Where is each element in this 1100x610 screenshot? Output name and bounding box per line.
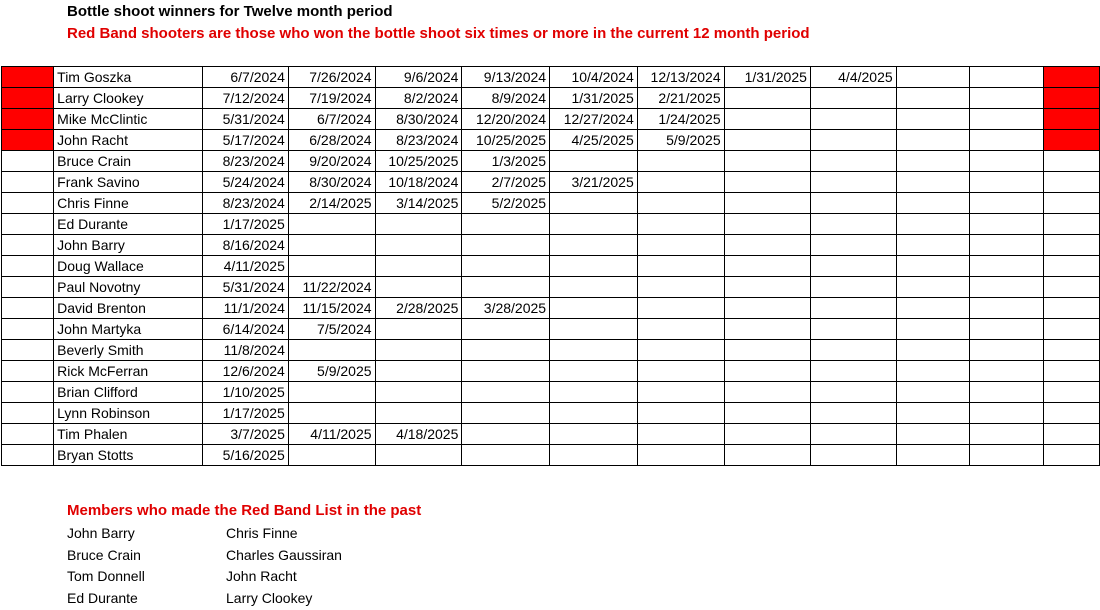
- win-date-cell: 3/28/2025: [462, 298, 550, 319]
- win-date-cell: [970, 193, 1044, 214]
- win-date-cell: 11/8/2024: [203, 340, 288, 361]
- win-date-cell: 6/7/2024: [288, 109, 375, 130]
- red-band-marker-right: [1043, 403, 1099, 424]
- win-date-cell: [724, 340, 810, 361]
- win-date-cell: [810, 172, 896, 193]
- win-date-cell: [462, 340, 550, 361]
- red-band-marker-left: [2, 298, 54, 319]
- win-date-cell: 5/2/2025: [462, 193, 550, 214]
- win-date-cell: [810, 109, 896, 130]
- win-date-cell: [637, 193, 724, 214]
- red-band-marker-left: [2, 214, 54, 235]
- winner-name: Ed Durante: [54, 214, 203, 235]
- win-date-cell: [970, 109, 1044, 130]
- table-row: [2, 298, 1100, 319]
- win-date-cell: [550, 319, 638, 340]
- win-date-cell: [637, 445, 724, 466]
- table-row: [2, 67, 1100, 88]
- winners-table-body: [2, 67, 1100, 466]
- win-date-cell: [375, 235, 462, 256]
- win-date-cell: 7/26/2024: [288, 67, 375, 88]
- red-band-marker-left: [2, 172, 54, 193]
- red-band-marker-left: [2, 235, 54, 256]
- win-date-cell: [288, 256, 375, 277]
- win-date-cell: 4/4/2025: [810, 67, 896, 88]
- win-date-cell: [970, 88, 1044, 109]
- win-date-cell: [896, 319, 970, 340]
- table-row: [2, 151, 1100, 172]
- win-date-cell: [637, 382, 724, 403]
- table-row: [2, 130, 1100, 151]
- past-member: John Racht: [226, 568, 297, 585]
- win-date-cell: [970, 235, 1044, 256]
- win-date-cell: [462, 403, 550, 424]
- win-date-cell: [970, 382, 1044, 403]
- red-band-marker-right: [1043, 67, 1099, 88]
- red-band-marker-right: [1043, 319, 1099, 340]
- win-date-cell: [724, 445, 810, 466]
- win-date-cell: 5/31/2024: [203, 109, 288, 130]
- past-member: Chris Finne: [226, 525, 298, 541]
- win-date-cell: 1/10/2025: [203, 382, 288, 403]
- win-date-cell: [970, 172, 1044, 193]
- win-date-cell: [550, 235, 638, 256]
- red-band-marker-left: [2, 445, 54, 466]
- win-date-cell: 5/17/2024: [203, 130, 288, 151]
- winner-name: John Racht: [54, 130, 203, 151]
- past-member: John Barry: [67, 525, 135, 541]
- red-band-marker-right: [1043, 151, 1099, 172]
- red-band-marker-right: [1043, 172, 1099, 193]
- red-band-marker-left: [2, 382, 54, 403]
- win-date-cell: [970, 130, 1044, 151]
- win-date-cell: 7/5/2024: [288, 319, 375, 340]
- win-date-cell: [896, 256, 970, 277]
- win-date-cell: [724, 172, 810, 193]
- win-date-cell: [970, 361, 1044, 382]
- win-date-cell: 8/30/2024: [375, 109, 462, 130]
- win-date-cell: [375, 256, 462, 277]
- win-date-cell: [724, 214, 810, 235]
- red-band-marker-right: [1043, 340, 1099, 361]
- win-date-cell: [724, 319, 810, 340]
- win-date-cell: [896, 130, 970, 151]
- win-date-cell: 3/14/2025: [375, 193, 462, 214]
- win-date-cell: [462, 382, 550, 403]
- win-date-cell: [896, 445, 970, 466]
- red-band-marker-left: [2, 361, 54, 382]
- win-date-cell: 10/18/2024: [375, 172, 462, 193]
- past-member: Larry Clookey: [226, 590, 313, 607]
- win-date-cell: [724, 361, 810, 382]
- win-date-cell: [896, 361, 970, 382]
- winner-name: Chris Finne: [54, 193, 203, 214]
- red-band-marker-left: [2, 88, 54, 109]
- win-date-cell: 1/31/2025: [550, 88, 638, 109]
- win-date-cell: [462, 214, 550, 235]
- win-date-cell: 10/25/2025: [375, 151, 462, 172]
- win-date-cell: [550, 424, 638, 445]
- table-row: [2, 445, 1100, 466]
- winner-name: Mike McClintic: [54, 109, 203, 130]
- past-member: Bruce Crain: [67, 546, 141, 563]
- win-date-cell: 8/9/2024: [462, 88, 550, 109]
- win-date-cell: [637, 319, 724, 340]
- win-date-cell: 9/6/2024: [375, 67, 462, 88]
- win-date-cell: [810, 130, 896, 151]
- win-date-cell: 4/25/2025: [550, 130, 638, 151]
- win-date-cell: [550, 193, 638, 214]
- win-date-cell: [550, 214, 638, 235]
- red-band-marker-left: [2, 193, 54, 214]
- winner-name: Paul Novotny: [54, 277, 203, 298]
- win-date-cell: [375, 445, 462, 466]
- red-band-marker-right: [1043, 130, 1099, 151]
- red-band-marker-left: [2, 130, 54, 151]
- win-date-cell: [375, 403, 462, 424]
- table-row: [2, 340, 1100, 361]
- win-date-cell: [550, 151, 638, 172]
- win-date-cell: [637, 277, 724, 298]
- win-date-cell: [724, 193, 810, 214]
- win-date-cell: 12/20/2024: [462, 109, 550, 130]
- past-member: Tom Donnell: [67, 568, 145, 585]
- red-band-marker-right: [1043, 277, 1099, 298]
- red-band-marker-right: [1043, 109, 1099, 130]
- win-date-cell: [462, 277, 550, 298]
- win-date-cell: 4/11/2025: [288, 424, 375, 445]
- win-date-cell: [288, 214, 375, 235]
- win-date-cell: [970, 319, 1044, 340]
- win-date-cell: 8/23/2024: [203, 151, 288, 172]
- win-date-cell: [970, 151, 1044, 172]
- win-date-cell: [462, 319, 550, 340]
- win-date-cell: 5/9/2025: [288, 361, 375, 382]
- past-member: Charles Gaussiran: [226, 546, 342, 563]
- win-date-cell: [970, 445, 1044, 466]
- table-row: [2, 214, 1100, 235]
- win-date-cell: 11/1/2024: [203, 298, 288, 319]
- win-date-cell: [810, 235, 896, 256]
- winner-name: Rick McFerran: [54, 361, 203, 382]
- win-date-cell: [375, 382, 462, 403]
- win-date-cell: [550, 445, 638, 466]
- win-date-cell: [375, 214, 462, 235]
- winner-name: David Brenton: [54, 298, 203, 319]
- win-date-cell: [550, 403, 638, 424]
- win-date-cell: 1/31/2025: [724, 67, 810, 88]
- red-band-marker-left: [2, 277, 54, 298]
- win-date-cell: [896, 403, 970, 424]
- win-date-cell: [288, 403, 375, 424]
- win-date-cell: [724, 403, 810, 424]
- win-date-cell: [810, 88, 896, 109]
- red-band-marker-right: [1043, 193, 1099, 214]
- win-date-cell: [724, 88, 810, 109]
- winner-name: Bryan Stotts: [54, 445, 203, 466]
- win-date-cell: [550, 277, 638, 298]
- win-date-cell: [970, 214, 1044, 235]
- red-band-marker-right: [1043, 214, 1099, 235]
- win-date-cell: [637, 424, 724, 445]
- win-date-cell: [970, 67, 1044, 88]
- win-date-cell: [896, 193, 970, 214]
- win-date-cell: [970, 424, 1044, 445]
- win-date-cell: [724, 235, 810, 256]
- win-date-cell: [375, 277, 462, 298]
- winner-name: Beverly Smith: [54, 340, 203, 361]
- win-date-cell: [896, 109, 970, 130]
- red-band-marker-right: [1043, 298, 1099, 319]
- win-date-cell: [724, 424, 810, 445]
- win-date-cell: [896, 298, 970, 319]
- win-date-cell: [970, 340, 1044, 361]
- win-date-cell: 4/18/2025: [375, 424, 462, 445]
- win-date-cell: [637, 298, 724, 319]
- winner-name: John Barry: [54, 235, 203, 256]
- win-date-cell: 9/13/2024: [462, 67, 550, 88]
- table-row: [2, 277, 1100, 298]
- win-date-cell: 12/27/2024: [550, 109, 638, 130]
- win-date-cell: [724, 382, 810, 403]
- red-band-marker-left: [2, 256, 54, 277]
- win-date-cell: [637, 256, 724, 277]
- win-date-cell: 1/3/2025: [462, 151, 550, 172]
- win-date-cell: 2/28/2025: [375, 298, 462, 319]
- win-date-cell: [462, 445, 550, 466]
- win-date-cell: [637, 214, 724, 235]
- win-date-cell: [896, 67, 970, 88]
- win-date-cell: [550, 382, 638, 403]
- win-date-cell: 3/7/2025: [203, 424, 288, 445]
- win-date-cell: 5/16/2025: [203, 445, 288, 466]
- win-date-cell: [970, 277, 1044, 298]
- page-title: Bottle shoot winners for Twelve month period: [67, 3, 393, 20]
- win-date-cell: [896, 172, 970, 193]
- win-date-cell: [375, 319, 462, 340]
- red-band-marker-right: [1043, 256, 1099, 277]
- red-band-marker-left: [2, 424, 54, 445]
- winner-name: Lynn Robinson: [54, 403, 203, 424]
- win-date-cell: [810, 445, 896, 466]
- table-row: [2, 403, 1100, 424]
- win-date-cell: [375, 361, 462, 382]
- table-row: [2, 382, 1100, 403]
- win-date-cell: 11/22/2024: [288, 277, 375, 298]
- win-date-cell: 2/7/2025: [462, 172, 550, 193]
- win-date-cell: [810, 193, 896, 214]
- win-date-cell: 6/7/2024: [203, 67, 288, 88]
- win-date-cell: [810, 424, 896, 445]
- table-row: [2, 172, 1100, 193]
- past-list-col-1: [67, 523, 145, 610]
- red-band-marker-right: [1043, 361, 1099, 382]
- win-date-cell: 10/4/2024: [550, 67, 638, 88]
- win-date-cell: [550, 361, 638, 382]
- win-date-cell: [550, 298, 638, 319]
- win-date-cell: [896, 214, 970, 235]
- table-row: [2, 256, 1100, 277]
- win-date-cell: [550, 256, 638, 277]
- red-band-marker-left: [2, 109, 54, 130]
- red-band-marker-left: [2, 340, 54, 361]
- table-row: [2, 193, 1100, 214]
- past-list-col-2: [226, 523, 342, 610]
- win-date-cell: [462, 235, 550, 256]
- red-band-marker-left: [2, 319, 54, 340]
- win-date-cell: 5/9/2025: [637, 130, 724, 151]
- winner-name: John Martyka: [54, 319, 203, 340]
- win-date-cell: 1/17/2025: [203, 214, 288, 235]
- win-date-cell: [462, 424, 550, 445]
- win-date-cell: [637, 340, 724, 361]
- win-date-cell: [970, 256, 1044, 277]
- winner-name: Bruce Crain: [54, 151, 203, 172]
- win-date-cell: [550, 340, 638, 361]
- win-date-cell: 8/23/2024: [203, 193, 288, 214]
- win-date-cell: [810, 214, 896, 235]
- win-date-cell: [896, 277, 970, 298]
- win-date-cell: 8/2/2024: [375, 88, 462, 109]
- red-band-marker-right: [1043, 235, 1099, 256]
- red-band-marker-right: [1043, 88, 1099, 109]
- page-subtitle: Red Band shooters are those who won the bottle shoot six times or more in the current 12 month period: [67, 25, 810, 42]
- win-date-cell: 7/12/2024: [203, 88, 288, 109]
- win-date-cell: 6/28/2024: [288, 130, 375, 151]
- win-date-cell: 7/19/2024: [288, 88, 375, 109]
- win-date-cell: 1/17/2025: [203, 403, 288, 424]
- table-row: [2, 88, 1100, 109]
- red-band-marker-left: [2, 67, 54, 88]
- winner-name: Tim Phalen: [54, 424, 203, 445]
- win-date-cell: 12/13/2024: [637, 67, 724, 88]
- win-date-cell: 8/23/2024: [375, 130, 462, 151]
- win-date-cell: [637, 361, 724, 382]
- win-date-cell: 12/6/2024: [203, 361, 288, 382]
- winner-name: Frank Savino: [54, 172, 203, 193]
- win-date-cell: [970, 403, 1044, 424]
- win-date-cell: [724, 298, 810, 319]
- win-date-cell: [724, 151, 810, 172]
- winner-name: Tim Goszka: [54, 67, 203, 88]
- win-date-cell: 2/21/2025: [637, 88, 724, 109]
- win-date-cell: 11/15/2024: [288, 298, 375, 319]
- win-date-cell: 1/24/2025: [637, 109, 724, 130]
- win-date-cell: 2/14/2025: [288, 193, 375, 214]
- win-date-cell: 4/11/2025: [203, 256, 288, 277]
- win-date-cell: [810, 340, 896, 361]
- win-date-cell: 3/21/2025: [550, 172, 638, 193]
- table-row: [2, 109, 1100, 130]
- win-date-cell: 8/30/2024: [288, 172, 375, 193]
- win-date-cell: [810, 361, 896, 382]
- win-date-cell: [288, 235, 375, 256]
- win-date-cell: [810, 298, 896, 319]
- win-date-cell: [896, 340, 970, 361]
- win-date-cell: 8/16/2024: [203, 235, 288, 256]
- past-red-band-title: Members who made the Red Band List in the past: [67, 502, 422, 519]
- win-date-cell: [288, 382, 375, 403]
- red-band-marker-right: [1043, 382, 1099, 403]
- win-date-cell: [810, 256, 896, 277]
- win-date-cell: [896, 151, 970, 172]
- red-band-marker-left: [2, 403, 54, 424]
- table-row: [2, 319, 1100, 340]
- win-date-cell: 5/31/2024: [203, 277, 288, 298]
- win-date-cell: [724, 130, 810, 151]
- table-row: [2, 424, 1100, 445]
- table-row: [2, 235, 1100, 256]
- winner-name: Brian Clifford: [54, 382, 203, 403]
- winner-name: Larry Clookey: [54, 88, 203, 109]
- table-row: [2, 361, 1100, 382]
- win-date-cell: [637, 403, 724, 424]
- win-date-cell: [810, 151, 896, 172]
- win-date-cell: [637, 172, 724, 193]
- win-date-cell: [288, 340, 375, 361]
- win-date-cell: [637, 151, 724, 172]
- past-member: Ed Durante: [67, 590, 138, 607]
- win-date-cell: [375, 340, 462, 361]
- winners-table: [1, 66, 1100, 466]
- win-date-cell: [724, 277, 810, 298]
- win-date-cell: [896, 382, 970, 403]
- win-date-cell: 9/20/2024: [288, 151, 375, 172]
- win-date-cell: [724, 109, 810, 130]
- win-date-cell: 5/24/2024: [203, 172, 288, 193]
- red-band-marker-left: [2, 151, 54, 172]
- win-date-cell: [810, 382, 896, 403]
- red-band-marker-right: [1043, 424, 1099, 445]
- win-date-cell: 10/25/2025: [462, 130, 550, 151]
- win-date-cell: [462, 361, 550, 382]
- win-date-cell: [810, 319, 896, 340]
- win-date-cell: [637, 235, 724, 256]
- win-date-cell: [724, 256, 810, 277]
- winner-name: Doug Wallace: [54, 256, 203, 277]
- win-date-cell: [810, 277, 896, 298]
- win-date-cell: [810, 403, 896, 424]
- win-date-cell: [896, 235, 970, 256]
- red-band-marker-right: [1043, 445, 1099, 466]
- win-date-cell: [896, 88, 970, 109]
- win-date-cell: [896, 424, 970, 445]
- win-date-cell: [970, 298, 1044, 319]
- win-date-cell: 6/14/2024: [203, 319, 288, 340]
- win-date-cell: [462, 256, 550, 277]
- win-date-cell: [288, 445, 375, 466]
